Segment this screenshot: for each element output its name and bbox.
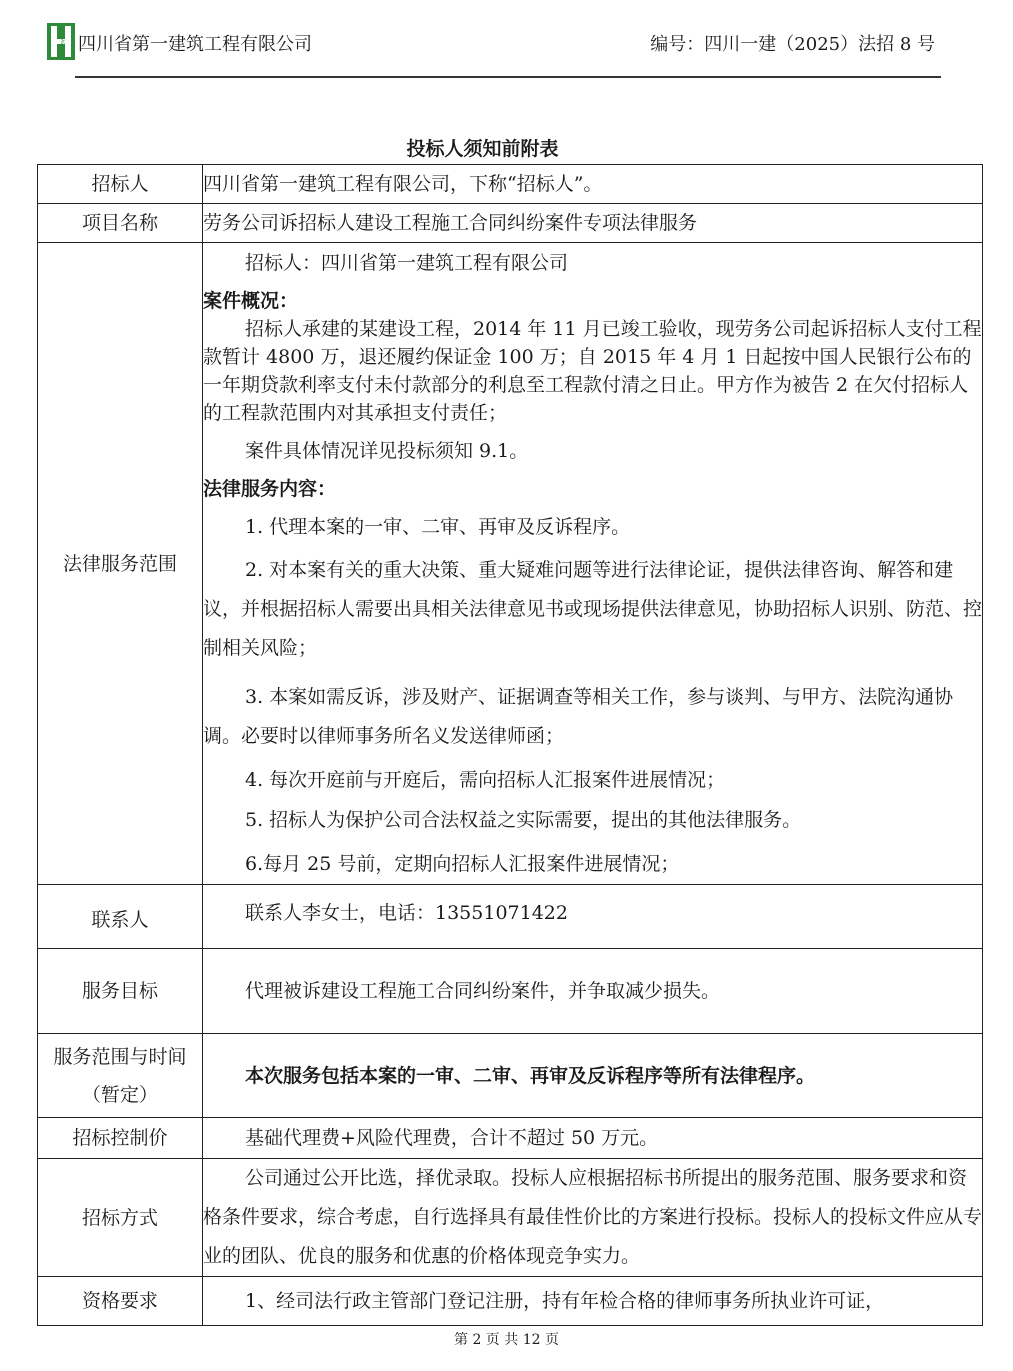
header-divider [75, 76, 941, 78]
row-value: 劳务公司诉招标人建设工程施工合同纠纷案件专项法律服务 [203, 204, 983, 243]
table-row [38, 949, 983, 1034]
document-number: 编号：四川一建（2025）法招 8 号 [650, 34, 935, 55]
table-row [38, 1118, 983, 1159]
row-value: 四川省第一建筑工程有限公司，下称“招标人”。 [203, 165, 983, 204]
row-value: 公司通过公开比选，择优录取。投标人应根据招标书所提出的服务范围、服务要求和资格条件要求，综合考虑，自行选择具有最佳性价比的方案进行投标。投标人的投标文件应从专业的团队、优良的服务和优惠的价格体现竞争实力。 [203, 1159, 983, 1277]
overview-heading: 案件概况： [203, 290, 299, 312]
page-header [0, 0, 1013, 80]
table-row [38, 885, 983, 949]
page-title: 投标人须知前附表 [406, 138, 559, 160]
service-item: 5. 招标人为保护公司合法权益之实际需要，提出的其他法律服务。 [245, 809, 802, 831]
row-label: 项目名称 [38, 204, 203, 243]
service-item: 3. 本案如需反诉，涉及财产、证据调查等相关工作，参与谈判、与甲方、法院沟通协调。必要时以律师事务所名义发送律师函； [203, 686, 954, 747]
bid-info-table [37, 164, 983, 1326]
scope-content [203, 243, 983, 885]
company-name: 四川省第一建筑工程有限公司 [78, 34, 312, 55]
row-value: 本次服务包括本案的一审、二审、再审及反诉程序等所有法律程序。 [203, 1034, 983, 1118]
row-value: 1、经司法行政主管部门登记注册，持有年检合格的律师事务所执业许可证， [203, 1277, 983, 1326]
table-row [38, 1034, 983, 1118]
row-label: 服务目标 [38, 949, 203, 1034]
page-footer: 第 2 页 共 12 页 [454, 1332, 559, 1348]
overview-text: 招标人承建的某建设工程，2014 年 11 月已竣工验收，现劳务公司起诉招标人支付工程款暂计 4800 万，退还履约保证金 100 万；自 2015 年 4 月 1 日起按中国人民银行公布的一年期贷款利率支付未付款部分的利息至工程款付清之日止。甲方作为被告 2 在欠付招标人的工程款范围内对其承担支付责任； [203, 318, 982, 424]
row-value: 代理被诉建设工程施工合同纠纷案件，并争取减少损失。 [203, 949, 983, 1034]
service-item: 4. 每次开庭前与开庭后，需向招标人汇报案件进展情况； [245, 769, 726, 791]
row-label: 法律服务范围 [38, 243, 203, 885]
service-item: 2. 对本案有关的重大决策、重大疑难问题等进行法律论证，提供法律咨询、解答和建议，并根据招标人需要出具相关法律意见书或现场提供法律意见，协助招标人识别、防范、控制相关风险； [203, 559, 983, 659]
service-item: 1. 代理本案的一审、二审、再审及反诉程序。 [245, 516, 631, 538]
row-value: 联系人李女士，电话：13551071422 [203, 885, 983, 949]
service-item: 6.每月 25 号前，定期向招标人汇报案件进展情况； [245, 853, 680, 875]
table-row [38, 1159, 983, 1277]
row-label: 资格要求 [38, 1277, 203, 1326]
table-row [38, 204, 983, 243]
table-row [38, 165, 983, 204]
row-label: 招标人 [38, 165, 203, 204]
row-label: 联系人 [38, 885, 203, 949]
row-label: 服务范围与时间（暂定） [38, 1034, 203, 1118]
company-logo [47, 23, 75, 60]
table-row [38, 243, 983, 885]
logo-text: HUASHI [60, 33, 65, 49]
row-value: 基础代理费+风险代理费，合计不超过 50 万元。 [203, 1118, 983, 1159]
row-label: 招标方式 [38, 1159, 203, 1277]
content-heading: 法律服务内容： [203, 478, 337, 500]
row-label: 招标控制价 [38, 1118, 203, 1159]
detail-line: 案件具体情况详见投标须知 9.1。 [245, 440, 529, 462]
table-row [38, 1277, 983, 1326]
scope-tenderer-line: 招标人：四川省第一建筑工程有限公司 [245, 252, 569, 274]
